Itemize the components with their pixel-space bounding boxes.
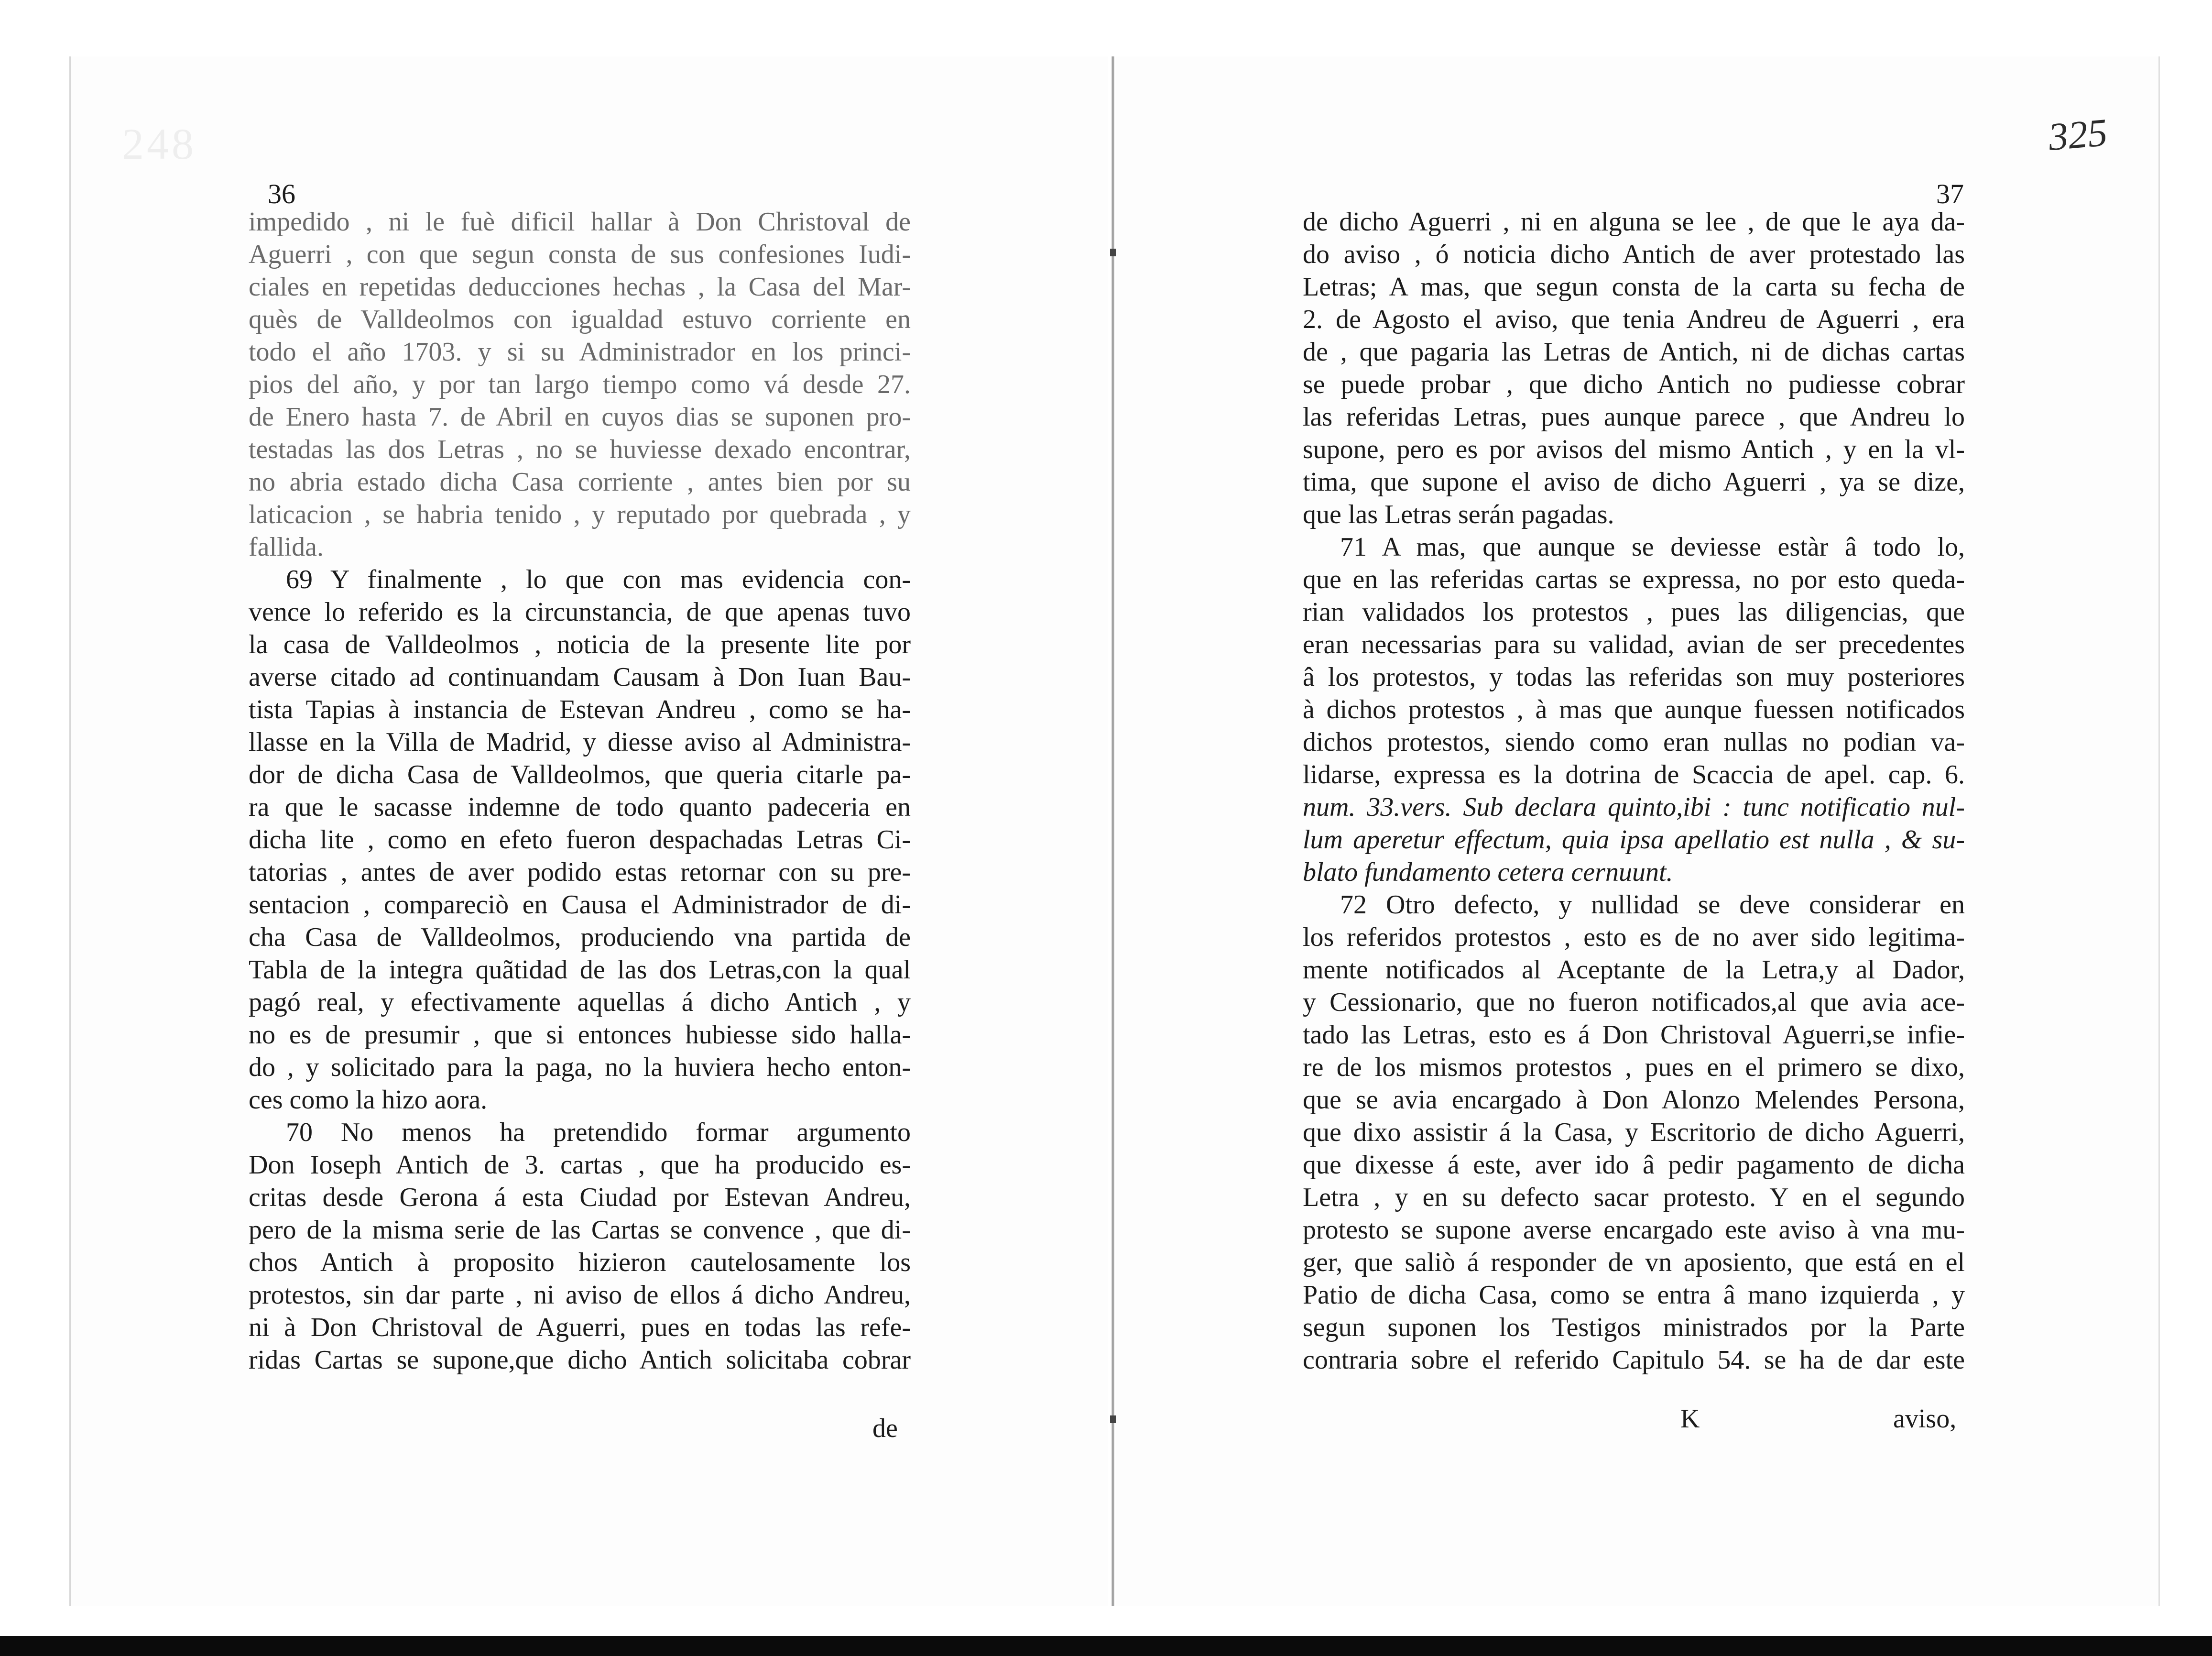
paragraph-start-70: 70 No menos ha pretendido formar argumento <box>286 1118 911 1147</box>
text-line: dicha lite , como en efeto fueron despachadas Letras Ci- <box>249 825 911 855</box>
left-text-column <box>249 206 911 1376</box>
scan-bottom-edge <box>0 1636 2212 1656</box>
text-line: vence lo referido es la circunstancia, de que apenas tuvo <box>249 597 911 627</box>
paragraph-start-69: 69 Y finalmente , lo que con mas evidencia con- <box>286 565 911 594</box>
text-line: ra que le sacasse indemne de todo quanto padeceria en <box>249 792 911 822</box>
text-line: testadas las dos Letras , no se huviesse dexado encontrar, <box>249 435 911 464</box>
text-line: la casa de Valldeolmos , noticia de la presente lite por <box>249 630 911 659</box>
signature-mark: K <box>1680 1404 1700 1434</box>
text-line: â los protestos, y todas las referidas son muy posteriores <box>1303 662 1965 692</box>
text-line: los referidos protestos , esto es de no aver sido legitima- <box>1303 922 1965 952</box>
text-line: dichos protestos, siendo como eran nullas no podian va- <box>1303 727 1965 757</box>
text-line: do , y solicitado para la paga, no la huviera hecho enton- <box>249 1053 911 1082</box>
text-line: supone, pero es por avisos del mismo Antich , y en la vl- <box>1303 435 1965 464</box>
text-line: segun suponen los Testigos ministrados por la Parte <box>1303 1313 1965 1342</box>
text-line: laticacion , se habria tenido , y reputado por quebrada , y <box>249 500 911 529</box>
text-line: fallida. <box>249 532 324 562</box>
text-line: se puede probar , que dicho Antich no pudiesse cobrar <box>1303 370 1965 399</box>
text-line: averse citado ad continuandam Causam à Don Iuan Bau- <box>249 662 911 692</box>
gutter-mark <box>1110 249 1116 256</box>
handwritten-folio-number: 325 <box>2047 110 2109 159</box>
paragraph-start-71: 71 A mas, que aunque se deviesse estàr â todo lo, <box>1340 532 1965 562</box>
text-line: Aguerri , con que segun consta de sus confesiones Iudi- <box>249 240 911 269</box>
text-line: tatorias , antes de aver podido estas retornar con su pre- <box>249 857 911 887</box>
text-line: que se avia encargado à Don Alonzo Melendes Persona, <box>1303 1085 1965 1115</box>
bleed-through-page-number: 248 <box>122 120 196 168</box>
text-line: las referidas Letras, pues aunque parece , que Andreu lo <box>1303 402 1965 432</box>
text-line: rian validados los protestos , pues las diligencias, que <box>1303 597 1965 627</box>
text-line: sentacion , compareciò en Causa el Administrador de di- <box>249 890 911 920</box>
text-line: que dixesse á este, aver ido â pedir pagamento de dicha <box>1303 1150 1965 1180</box>
text-line: Letra , y en su defecto sacar protesto. Y en el segundo <box>1303 1183 1965 1212</box>
text-line: ces como la hizo aora. <box>249 1085 488 1115</box>
text-line: llasse en la Villa de Madrid, y diesse aviso al Administra- <box>249 727 911 757</box>
text-line: protestos, sin dar parte , ni aviso de ellos á dicho Andreu, <box>249 1280 911 1310</box>
text-line: blato fundamento cetera cernuunt. <box>1303 857 1673 887</box>
text-line: lidarse, expressa es la dotrina de Scaccia de apel. cap. 6. <box>1303 760 1965 790</box>
text-line: tima, que supone el aviso de dicho Aguerri , ya se dize, <box>1303 467 1965 497</box>
text-line: cha Casa de Valldeolmos, produciendo vna partida de <box>249 922 911 952</box>
right-text-column <box>1303 206 1965 1376</box>
text-line: no abria estado dicha Casa corriente , antes bien por su <box>249 467 911 497</box>
text-line: Patio de dicha Casa, como se entra â mano izquierda , y <box>1303 1280 1965 1310</box>
text-line: de dicho Aguerri , ni en alguna se lee , de que le aya da- <box>1303 207 1965 237</box>
text-line: pios del año, y por tan largo tiempo como vá desde 27. <box>249 370 911 399</box>
text-line: num. 33.vers. Sub declara quinto,ibi : tunc notificatio nul- <box>1303 792 1965 822</box>
text-line: Don Ioseph Antich de 3. cartas , que ha producido es- <box>249 1150 911 1180</box>
text-line: chos Antich à proposito hizieron cautelosamente los <box>249 1248 911 1277</box>
text-line: ger, que saliò á responder de vn aposiento, que está en el <box>1303 1248 1965 1277</box>
text-line: lum aperetur effectum, quia ipsa apellatio est nulla , & su- <box>1303 825 1965 855</box>
text-line: impedido , ni le fuè dificil hallar à Don Christoval de <box>249 207 911 237</box>
text-line: re de los mismos protestos , pues en el primero se dixo, <box>1303 1053 1965 1082</box>
left-page-number: 36 <box>268 178 295 209</box>
text-line: de , que pagaria las Letras de Antich, ni de dichas cartas <box>1303 337 1965 367</box>
text-line: 2. de Agosto el aviso, que tenia Andreu de Aguerri , era <box>1303 305 1965 334</box>
text-line: ciales en repetidas deducciones hechas , la Casa del Mar- <box>249 272 911 302</box>
text-line: tista Tapias à instancia de Estevan Andreu , como se ha- <box>249 695 911 724</box>
text-line: que las Letras serán pagadas. <box>1303 500 1614 529</box>
text-line: critas desde Gerona á esta Ciudad por Estevan Andreu, <box>249 1183 911 1212</box>
text-line: pagó real, y efectivamente aquellas á dicho Antich , y <box>249 987 911 1017</box>
text-line: dor de dicha Casa de Valldeolmos, que queria citarle pa- <box>249 760 911 790</box>
paragraph-start-72: 72 Otro defecto, y nullidad se deve considerar en <box>1340 890 1965 920</box>
text-line: ni à Don Christoval de Aguerri, pues en todas las refe- <box>249 1313 911 1342</box>
text-line: do aviso , ó noticia dicho Antich de aver protestado las <box>1303 240 1965 269</box>
text-line: todo el año 1703. y si su Administrador en los princi- <box>249 337 911 367</box>
text-line: à dichos protestos , à mas que aunque fuessen notificados <box>1303 695 1965 724</box>
text-line: quès de Valldeolmos con igualdad estuvo corriente en <box>249 305 911 334</box>
text-line: contraria sobre el referido Capitulo 54. se ha de dar este <box>1303 1345 1965 1375</box>
text-line: y Cessionario, que no fueron notificados,al que avia ace- <box>1303 987 1965 1017</box>
left-catchword: de <box>872 1414 898 1443</box>
text-line: que en las referidas cartas se expressa, no por esto queda- <box>1303 565 1965 594</box>
right-catchword: aviso, <box>1893 1404 1957 1434</box>
text-line: eran necessarias para su validad, avian de ser precedentes <box>1303 630 1965 659</box>
right-page-number: 37 <box>1936 178 1964 209</box>
text-line: Tabla de la integra quãtidad de las dos Letras,con la qual <box>249 955 911 985</box>
text-line: que dixo assistir á la Casa, y Escritorio de dicho Aguerri, <box>1303 1118 1965 1147</box>
text-line: mente notificados al Aceptante de la Letra,y al Dador, <box>1303 955 1965 985</box>
text-line: protesto se supone averse encargado este aviso à vna mu- <box>1303 1215 1965 1245</box>
text-line: pero de la misma serie de las Cartas se convence , que di- <box>249 1215 911 1245</box>
text-line: tado las Letras, esto es á Don Christoval Aguerri,se infie- <box>1303 1020 1965 1050</box>
text-line: Letras; A mas, que segun consta de la carta su fecha de <box>1303 272 1965 302</box>
gutter-mark <box>1110 1415 1116 1423</box>
text-line: de Enero hasta 7. de Abril en cuyos dias se suponen pro- <box>249 402 911 432</box>
text-line: no es de presumir , que si entonces hubiesse sido halla- <box>249 1020 911 1050</box>
book-gutter <box>1111 56 1114 1606</box>
text-line: ridas Cartas se supone,que dicho Antich solicitaba cobrar <box>249 1345 911 1375</box>
